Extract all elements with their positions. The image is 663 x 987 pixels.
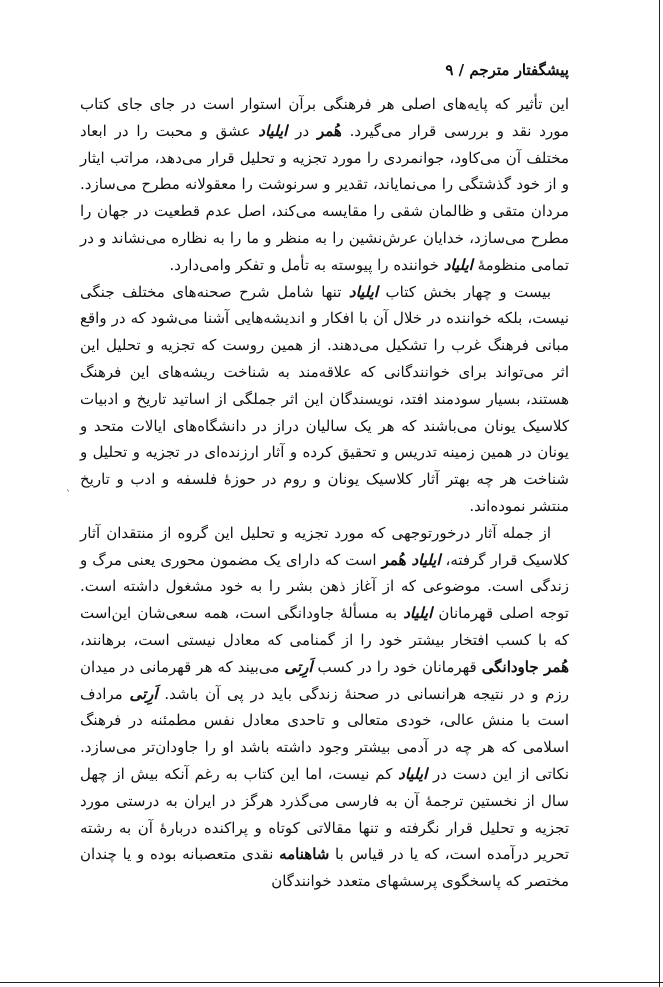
text-run: مرادف است با منش عالی، خودی متعالی و تاحدی معادل نفس مطمئنه در فرهنگ اسلامی که هر چه در آدمی بیشتر وجود داشته باشد او را جاودان‌تر می‌سازد. نکاتی از این دست در bbox=[80, 684, 570, 783]
text-run: کم نیست، اما این کتاب به رغم آنکه بیش از چهل سال از نخستین ترجمهٔ آن به فارسی می‌گذرد هرگز در ایران به درستی مورد تجزیه و تحلیل قرار نگرفته و تنها مقالاتی کوتاه و پراکنده دربارهٔ آن به رشته تحریر درآمده است، که یا در قیاس با bbox=[80, 764, 569, 864]
bold-term: شاهنامه bbox=[279, 845, 330, 864]
bold-term: هُمر bbox=[316, 121, 342, 140]
text-run: نقدی متعصبانه بوده و یا چندان مختصر که پاسخگوی پرسشهای متعدد خوانندگان bbox=[80, 845, 569, 891]
bold-term: هُمر جاودانگی bbox=[481, 657, 569, 676]
text-run: است که دارای یک مضمون محوری یعنی مرگ و زندگی است. موضوعی که از آغاز ذهن بشر را به خود مشغول داشته است. توجه اصلی قهرمانان bbox=[80, 550, 569, 623]
italic-term: ایلیاد bbox=[258, 121, 288, 140]
page-body bbox=[80, 91, 569, 895]
text-run: قهرمانان خود را در کسب bbox=[312, 657, 482, 676]
italic-term: ایلیاد bbox=[398, 764, 428, 783]
page-edge-right bbox=[659, 0, 660, 987]
italic-term: ایلیاد bbox=[403, 604, 433, 623]
text-run: در bbox=[287, 121, 317, 140]
text-run: خواننده را پیوسته به تأمل و تفکر وامی‌دارد. bbox=[169, 255, 444, 274]
text-run: می‌بیند که هر قهرمانی در میدان رزم و در نتیجه هرانسانی در صحنهٔ زندگی باید در پی آن باشد. bbox=[80, 657, 569, 703]
running-header bbox=[80, 58, 569, 82]
page-edge-bottom bbox=[0, 982, 663, 983]
text-run: به مسألهٔ جاودانگی است، همه سعی‌شان این‌است که با کسب افتخار بیشتر خود را از گمنامی که معادل نیستی است، برهانند، bbox=[80, 604, 569, 649]
italic-term: اَرِتی bbox=[129, 684, 158, 703]
text-run: این تأثیر که پایه‌های اصلی هر فرهنگی برآن استوار است در جای جای کتاب مورد نقد و بررسی قرار می‌گیرد. bbox=[80, 95, 569, 140]
header-title: پیشگفتار مترجم / ۹ bbox=[445, 61, 569, 79]
italic-term: ایلیاد bbox=[411, 550, 441, 569]
bold-term: هُمر bbox=[381, 550, 407, 569]
paragraph bbox=[80, 279, 569, 520]
italic-term: ایلیاد bbox=[443, 255, 473, 274]
italic-term: ایلیاد bbox=[348, 282, 378, 301]
paragraph bbox=[80, 520, 569, 895]
text-run: از جمله آثار درخورتوجهی که مورد تجزیه و تحلیل این گروه از منتقدان آثار کلاسیک قرار گرفته، bbox=[80, 523, 569, 569]
margin-mark: ˋ bbox=[66, 490, 71, 501]
text-run: تنها شامل شرح صحنه‌های مختلف جنگی نیست، بلکه خواننده در خلال آن با افکار و اندیشه‌هایی آشنا می‌شود که در واقع مبانی فرهنگ غرب را تشکیل می‌دهند. از همین روست که تجزیه و تحلیل این اثر می‌تواند برای خوانندگانی که علاقه‌مند به شناخت ریشه‌های این فرهنگ هستند، بسیار سودمند افتد، نویسندگان این اثر جملگی از اساتید تاریخ و ادبیات کلاسیک یونان می‌باشند که هر یک سالیان دراز در دانشگاه‌های ایالات متحد و یونان در همین زمینه تدریس و تحقیق کرده و آثار ارزنده‌ای در تجزیه و تحلیل و شناخت هر چه بهتر آثار کلاسیک یونان و روم در حوزهٔ فلسفه و ادب و تاریخ منتشر نموده‌اند. bbox=[80, 282, 569, 515]
text-run: عشق و محبت را در ابعاد مختلف آن می‌کاود، جوانمردی را مورد تجزیه و تحلیل قرار می‌دهد، مراتب ایثار و از خود گذشتگی را می‌نمایاند، تقدیر و سرنوشت را معقولانه مطرح می‌سازد. مردان متقی و ظالمان شقی را مقایسه می‌کند، اصل عدم قطعیت در جهان را مطرح می‌سازد، خدایان عرش‌نشین را به منظر و ما را به نظاره می‌نشاند و در تمامی منظومهٔ bbox=[80, 121, 569, 274]
paragraph bbox=[80, 91, 569, 279]
text-run: بیست و چهار بخش کتاب bbox=[378, 282, 551, 301]
italic-term: اَرِتی bbox=[284, 657, 313, 676]
